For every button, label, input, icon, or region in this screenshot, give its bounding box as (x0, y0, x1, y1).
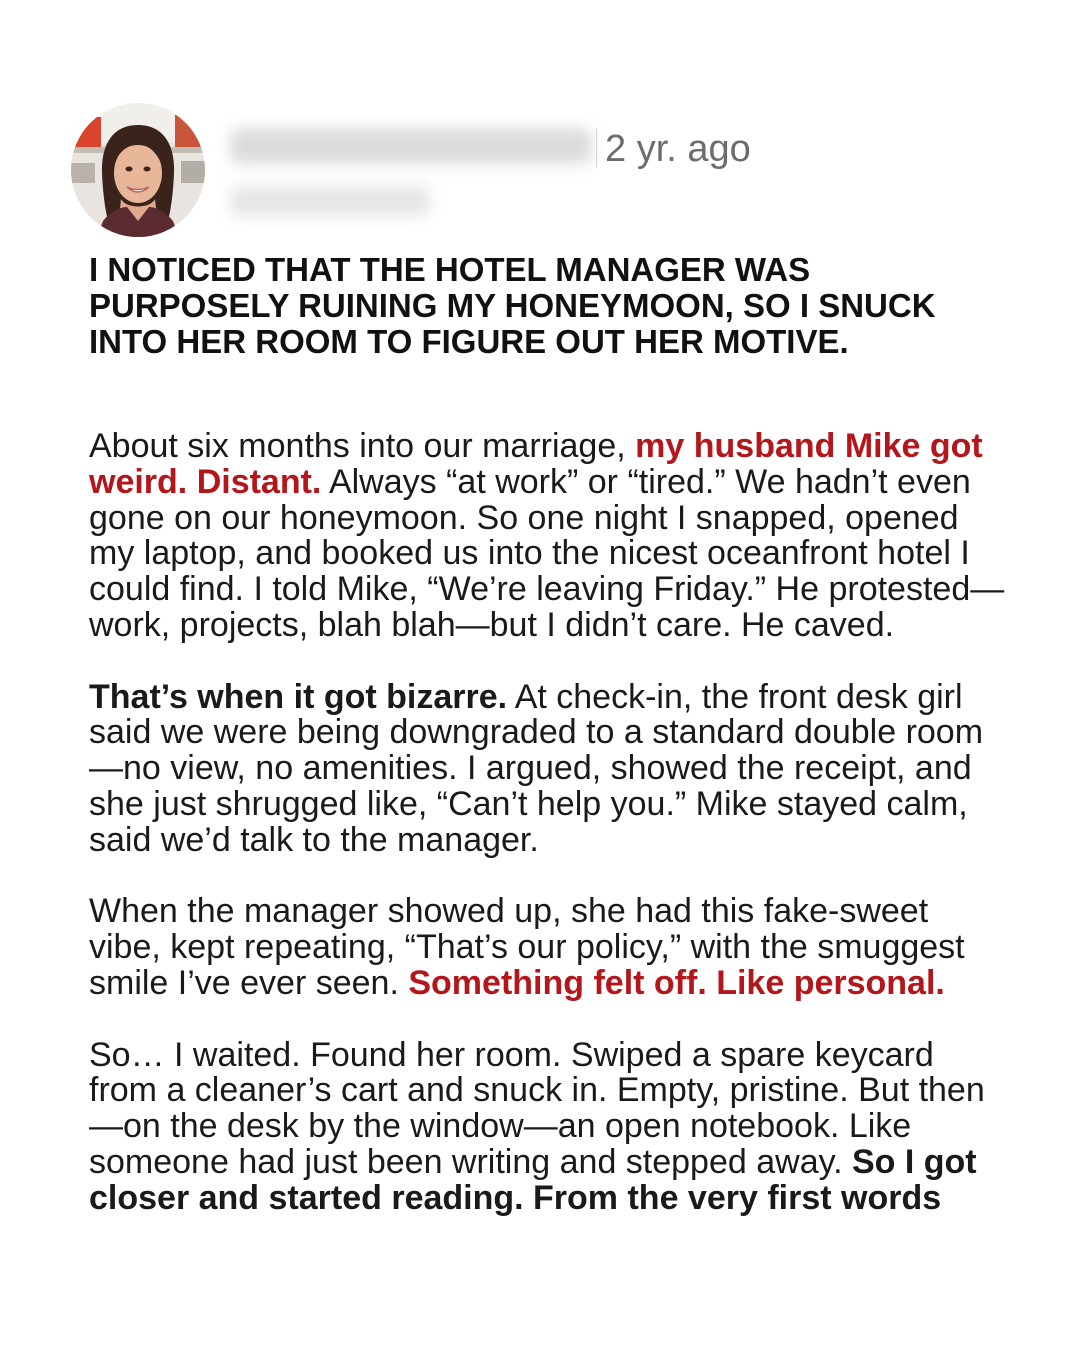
text-run: When the manager showed up, she had this fake-sweet vibe, kept repeating, “That’s our policy,” with the smuggest smile I’ve ever seen. (89, 892, 965, 1002)
paragraph (89, 677, 1009, 859)
username[interactable] (230, 128, 592, 164)
paragraph (89, 894, 1009, 1001)
post-title: I NOTICED THAT THE HOTEL MANAGER WAS PURPOSELY RUINING MY HONEYMOON, SO I SNUCK INTO HER ROOM TO FIGURE OUT HER MOTIVE. (89, 251, 936, 360)
paragraph (89, 429, 1009, 644)
text-run: At check-in, the front desk girl said we were being downgraded to a standard double room—no view, no amenities. I argued, showed the receipt, and she just shrugged like, “Can’t help you.” Mike stayed calm, said we’d talk to the manager. (89, 677, 984, 859)
header-divider (596, 128, 597, 168)
text-run: Always “at work” or “tired.” We hadn’t even gone on our honeymoon. So one night I snapped, opened my laptop, and booked us into the nicest oceanfront hotel I could find. I told Mike, “We’re leaving Friday.” He protested—work, projects, blah blah—but I didn’t care. He caved. (89, 462, 1005, 644)
author-line[interactable] (230, 186, 430, 216)
text-run: About six months into our marriage, (89, 427, 636, 465)
highlight-bold: That’s when it got bizarre. (89, 677, 508, 716)
highlight-red: my husband Mike got weird. Distant. (89, 427, 983, 501)
highlight-bold: So I got closer and started reading. From the very first words (89, 1142, 977, 1217)
avatar[interactable] (71, 103, 205, 237)
post-timestamp: 2 yr. ago (605, 128, 751, 170)
woman-portrait-avatar-icon (71, 103, 205, 237)
paragraph (89, 1035, 1009, 1217)
highlight-red: Something felt off. Like personal. (408, 963, 945, 1002)
text-run: So… I waited. Found her room. Swiped a spare keycard from a cleaner’s cart and snuck in. Empty, pristine. But then—on the desk by the window—an open notebook. Like someone had just been writing and stepped away. (89, 1035, 985, 1181)
post-body (89, 429, 1009, 1252)
